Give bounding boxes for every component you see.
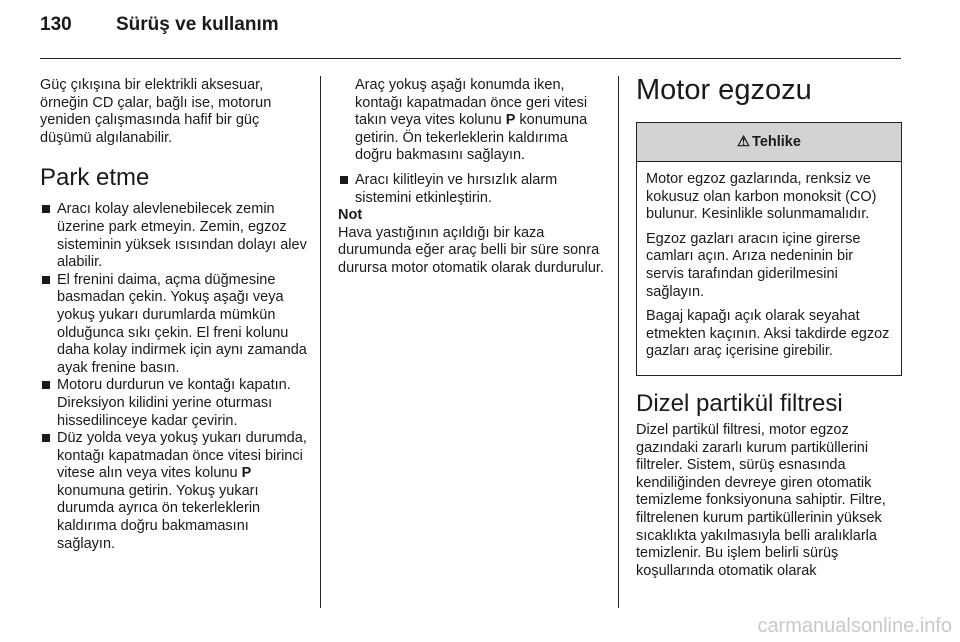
column-divider-1 <box>320 76 321 608</box>
note-text: Hava yastığının açıldığı bir kaza durumunda eğer araç belli bir süre sonra durursa motor otomatik olarak durdurulur. <box>338 224 604 276</box>
column-3 <box>636 74 902 580</box>
bullet-item: Aracı kilitleyin ve hırsızlık alarm sistemini etkinleştirin. <box>338 172 606 207</box>
column-1 <box>40 77 310 553</box>
watermark: carmanualsonline.info <box>757 615 952 637</box>
bullet-item: El frenini daima, açma düğmesine basmadan çekin. Yokuş aşağı veya yokuş yukarı durumlarda mümkün olduğunca sıkı çekin. El freni kolunu daha kolay indirmek için aynı zamanda ayak frenine basın. <box>40 272 310 378</box>
danger-paragraph: Motor egzoz gazlarında, renksiz ve kokusuz olan karbon monoksit (CO) bulunur. Kesinlikle solunmamalıdır. <box>646 171 877 223</box>
gear-p-label: P <box>241 465 252 482</box>
chapter-title: Sürüş ve kullanım <box>116 14 279 35</box>
page-number: 130 <box>40 14 72 35</box>
section-heading-dpf: Dizel partikül filtresi <box>636 389 843 417</box>
danger-paragraph: Egzoz gazları aracın içine girerse camları açın. Arıza nedeninin bir servis tarafından giderilmesini sağlayın. <box>646 230 861 300</box>
danger-box-body <box>637 162 901 375</box>
gear-p-label: P <box>505 112 516 129</box>
note-heading: Not <box>338 207 363 224</box>
dpf-paragraph: Dizel partikül filtresi, motor egzoz gazındaki zararlı kurum partiküllerini filtreler. Sistem, sürüş esnasında kendiliğinden devreye giren otomatik temizleme fonksiyonuna sahiptir. Filtre, filtrelenen kurum partiküllerinin yüksek sıcaklıkta yakılmasıyla belli aralıklarla temizlenir. Bu işlem belirli sürüş koşullarında otomatik olarak <box>636 421 886 579</box>
danger-box <box>636 122 902 376</box>
bullet-text: konumuna getirin. Yokuş yukarı durumda ayrıca ön tekerleklerin kaldırıma doğru bakmamasını sağlayın. <box>57 482 261 552</box>
bullet-item: Aracı kolay alevlenebilecek zemin üzerine park etmeyin. Zemin, egzoz sisteminin yüksek ısısından dolayı alev alabilir. <box>40 201 310 271</box>
column-divider-2 <box>618 76 619 608</box>
bullet-text: Araç yokuş aşağı konumda iken, kontağı kapatmadan önce geri vitesi takın veya vites kolunu <box>355 77 588 129</box>
bullet-text: konumuna getirin. Ön tekerleklerin kaldırıma doğru bakmasını sağlayın. <box>355 112 588 164</box>
warning-triangle-icon: ⚠ <box>737 134 751 150</box>
danger-paragraph: Bagaj kapağı açık olarak seyahat etmekten kaçının. Aksi takdirde egzoz gazları araç içerisine girebilir. <box>646 308 890 360</box>
intro-paragraph: Güç çıkışına bir elektrikli aksesuar, örneğin CD çalar, bağlı ise, motorun yeniden çalışmasında hafif bir güç düşümü algılanabilir. <box>40 77 272 146</box>
danger-title: Tehlike <box>752 134 801 150</box>
bullet-text: Düz yolda veya yokuş yukarı durumda, kontağı kapatmadan önce vitesi birinci vitese alın veya vites kolunu <box>57 430 307 482</box>
bullet-item: Motoru durdurun ve kontağı kapatın. Direksiyon kilidini yerine oturması hissedilinceye kadar çevirin. <box>40 377 310 430</box>
danger-box-header <box>637 123 901 162</box>
section-heading-parking: Park etme <box>40 164 150 192</box>
page-header <box>40 14 279 36</box>
continued-bullet-text <box>338 77 606 165</box>
column-2 <box>338 77 606 278</box>
bullet-item <box>40 430 310 553</box>
section-heading-exhaust: Motor egzozu <box>636 74 812 106</box>
header-divider <box>40 58 901 59</box>
